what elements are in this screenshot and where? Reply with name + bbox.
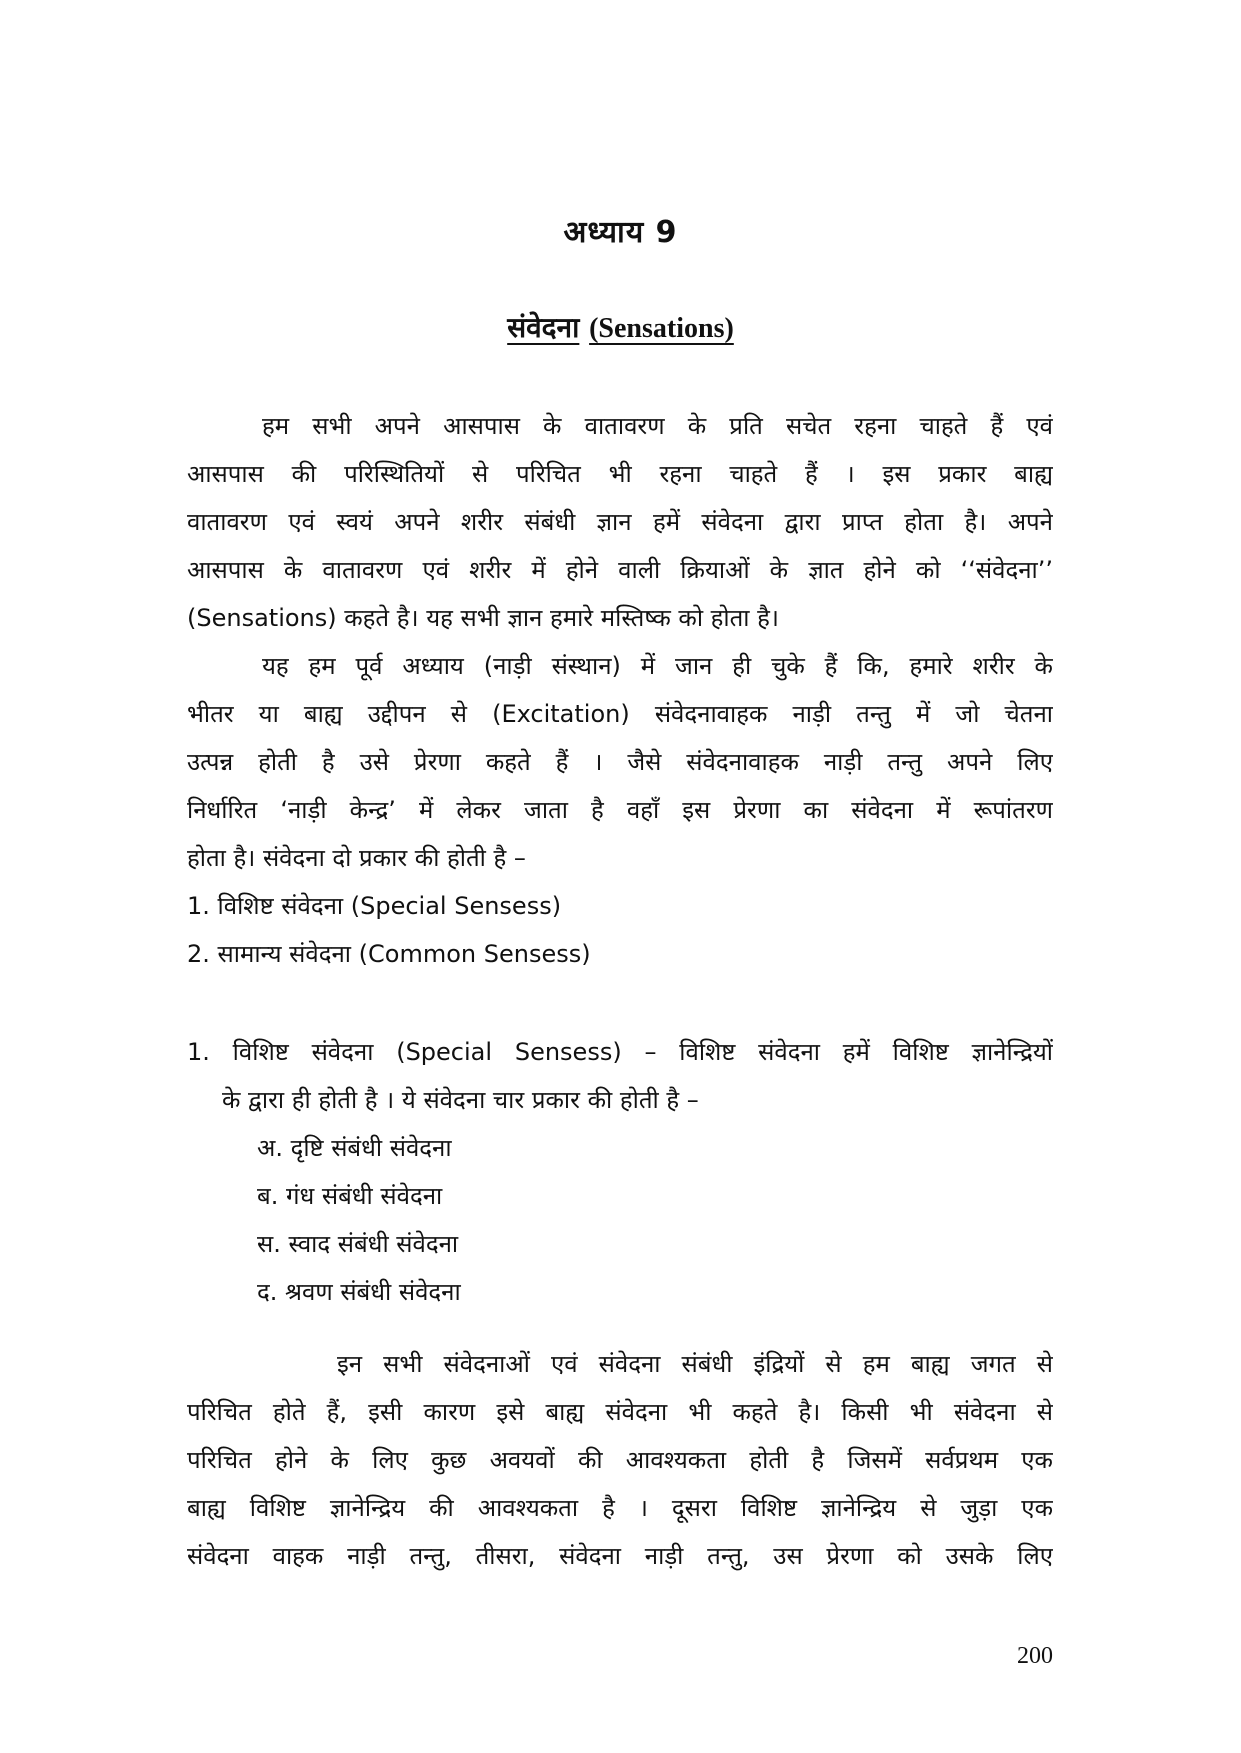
- section-title-hindi: संवेदना: [507, 311, 580, 344]
- special-senses-heading: 1. विशिष्ट संवेदना (Special Sensess) – विशिष्ट संवेदना हमें विशिष्ट ज्ञानेन्द्रियों: [187, 1038, 1053, 1066]
- paragraph-line: इन सभी संवेदनाओं एवं संवेदना संबंधी इंद्रियों से हम बाह्य जगत से: [337, 1350, 1053, 1378]
- intro-paragraphs: [187, 402, 1053, 882]
- section-title-english: (Sensations): [589, 313, 734, 344]
- paragraph-line: आसपास की परिस्थितियों से परिचित भी रहना चाहते हैं । इस प्रकार बाह्य: [187, 460, 1053, 488]
- special-senses-heading-cont: के द्वारा ही होती है । ये संवेदना चार प्रकार की होती है –: [222, 1086, 699, 1114]
- special-senses-section: [187, 1028, 1053, 1316]
- sub-list-item: अ. दृष्टि संबंधी संवेदना: [257, 1134, 452, 1162]
- paragraph-line: संवेदना वाहक नाड़ी तन्तु, तीसरा, संवेदना नाड़ी तन्तु, उस प्रेरणा को उसके लिए: [187, 1542, 1053, 1570]
- list-item: 2. सामान्य संवेदना (Common Sensess): [187, 940, 591, 968]
- chapter-title: अध्याय 9: [563, 215, 678, 250]
- paragraph-line: (Sensations) कहते है। यह सभी ज्ञान हमारे मस्तिष्क को होता है।: [187, 604, 779, 632]
- paragraph-line: बाह्य विशिष्ट ज्ञानेन्द्रिय की आवश्यकता है । दूसरा विशिष्ट ज्ञानेन्द्रिय से जुड़ा एक: [187, 1494, 1053, 1522]
- paragraph-line: भीतर या बाह्य उद्दीपन से (Excitation) संवेदनावाहक नाड़ी तन्तु में जो चेतना: [187, 700, 1053, 728]
- paragraph-line: यह हम पूर्व अध्याय (नाड़ी संस्थान) में जान ही चुके हैं कि, हमारे शरीर के: [262, 652, 1053, 680]
- sub-list-item: ब. गंध संबंधी संवेदना: [257, 1182, 443, 1210]
- paragraph-line: परिचित होते हैं, इसी कारण इसे बाह्य संवेदना भी कहते है। किसी भी संवेदना से: [187, 1398, 1053, 1426]
- paragraph-line: परिचित होने के लिए कुछ अवयवों की आवश्यकता होती है जिसमें सर्वप्रथम एक: [187, 1446, 1053, 1474]
- closing-paragraph: [187, 1340, 1053, 1580]
- paragraph-line: हम सभी अपने आसपास के वातावरण के प्रति सचेत रहना चाहते हैं एवं: [262, 412, 1053, 440]
- paragraph-line: आसपास के वातावरण एवं शरीर में होने वाली क्रियाओं के ज्ञात होने को ‘‘संवेदना’’: [187, 556, 1053, 584]
- sub-list-item: द. श्रवण संबंधी संवेदना: [257, 1278, 461, 1306]
- sensation-types-list: [187, 882, 1053, 978]
- section-title: [0, 308, 1241, 346]
- paragraph-line: निर्धारित ‘नाड़ी केन्द्र’ में लेकर जाता है वहाँ इस प्रेरणा का संवेदना में रूपांतरण: [187, 796, 1053, 824]
- list-item: 1. विशिष्ट संवेदना (Special Sensess): [187, 892, 562, 920]
- paragraph-line: होता है। संवेदना दो प्रकार की होती है –: [187, 844, 526, 872]
- sub-list-item: स. स्वाद संबंधी संवेदना: [257, 1230, 459, 1258]
- page-number: 200: [1017, 1643, 1053, 1669]
- paragraph-line: वातावरण एवं स्वयं अपने शरीर संबंधी ज्ञान हमें संवेदना द्वारा प्राप्त होता है। अपने: [187, 508, 1053, 536]
- paragraph-line: उत्पन्न होती है उसे प्रेरणा कहते हैं । जैसे संवेदनावाहक नाड़ी तन्तु अपने लिए: [187, 748, 1053, 776]
